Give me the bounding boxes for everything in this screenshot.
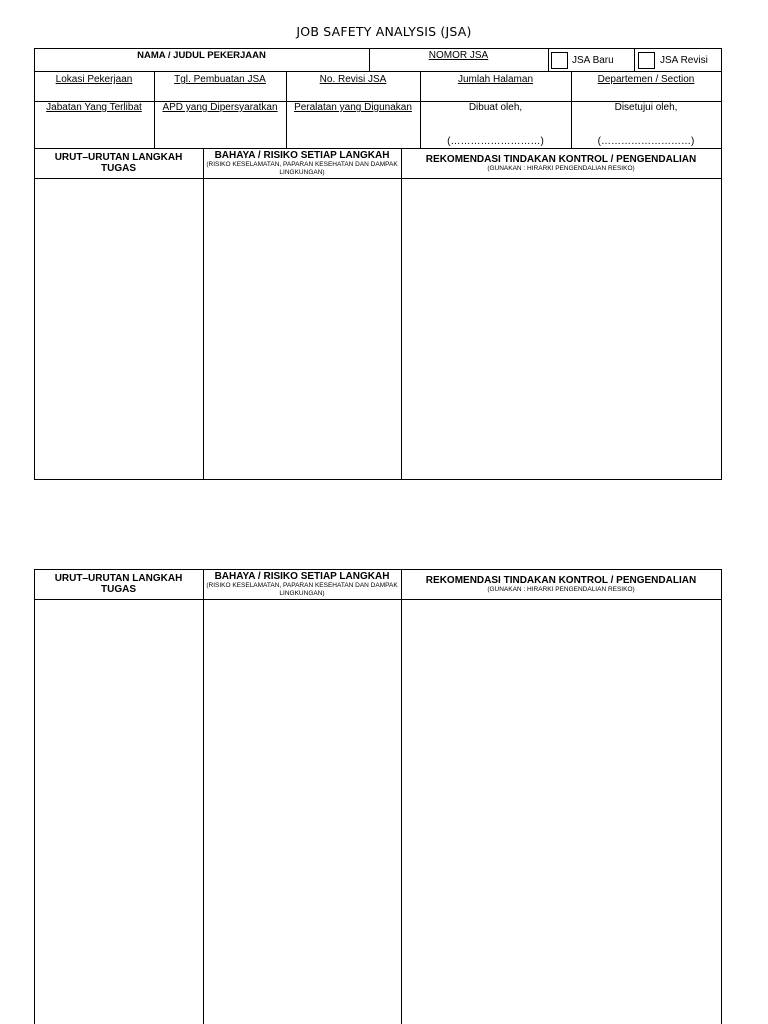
controls-cell-2[interactable] [402, 600, 721, 1024]
jsa-revision-checkbox[interactable] [638, 52, 655, 69]
prepared-by-label: Dibuat oleh, [468, 102, 523, 113]
equipment-label: Peralatan yang Digunakan [294, 102, 412, 113]
position-label: Jabatan Yang Terlibat [46, 102, 142, 113]
controls-column-header-2: REKOMENDASI TINDAKAN KONTROL / PENGENDALIAN [425, 575, 697, 586]
prepared-by-signature[interactable]: (………………………) [447, 136, 544, 147]
job-name-label: NAMA / JUDUL PEKERJAAN [137, 50, 266, 61]
page-count-label: Jumlah Halaman [457, 74, 534, 85]
steps-cell-2[interactable] [35, 600, 203, 1024]
controls-column-header: REKOMENDASI TINDAKAN KONTROL / PENGENDALIAN [425, 154, 697, 165]
jsa-revision-label: JSA Revisi [660, 55, 708, 66]
page-title: JOB SAFETY ANALYSIS (JSA) [296, 24, 472, 39]
hazards-column-note-2: (RISIKO KESELAMATAN, PAPARAN KESEHATAN DAN DAMPAK LINGKUNGAN) [206, 582, 398, 597]
work-location-label: Lokasi Pekerjaan [55, 74, 133, 85]
jsa-number-label: NOMOR JSA [428, 50, 489, 61]
department-label: Departemen / Section [597, 74, 695, 85]
hazards-cell[interactable] [204, 179, 401, 479]
steps-cell[interactable] [35, 179, 203, 479]
hazards-column-note: (RISIKO KESELAMATAN, PAPARAN KESEHATAN DAN DAMPAK LINGKUNGAN) [206, 161, 398, 176]
controls-cell[interactable] [402, 179, 721, 479]
revision-number-label: No. Revisi JSA [319, 74, 387, 85]
jsa-new-label: JSA Baru [572, 55, 614, 66]
approved-by-label: Disetujui oleh, [614, 102, 678, 113]
controls-column-note-2: (GUNAKAN : HIRARKI PENGENDALIAN RESIKO) [487, 586, 635, 593]
jsa-date-label: Tgl. Pembuatan JSA [174, 74, 266, 85]
hazards-column-header: BAHAYA / RISIKO SETIAP LANGKAH [214, 150, 390, 161]
steps-column-header: URUT–URUTAN LANGKAH TUGAS [54, 152, 183, 174]
approved-by-signature[interactable]: (………………………) [597, 136, 695, 147]
steps-column-header-2: URUT–URUTAN LANGKAH TUGAS [54, 573, 183, 595]
hazards-column-header-2: BAHAYA / RISIKO SETIAP LANGKAH [214, 571, 390, 582]
ppe-label: APD yang Dipersyaratkan [162, 102, 278, 113]
jsa-new-checkbox[interactable] [551, 52, 568, 69]
hazards-cell-2[interactable] [204, 600, 401, 1024]
controls-column-note: (GUNAKAN : HIRARKI PENGENDALIAN RESIKO) [487, 165, 635, 172]
